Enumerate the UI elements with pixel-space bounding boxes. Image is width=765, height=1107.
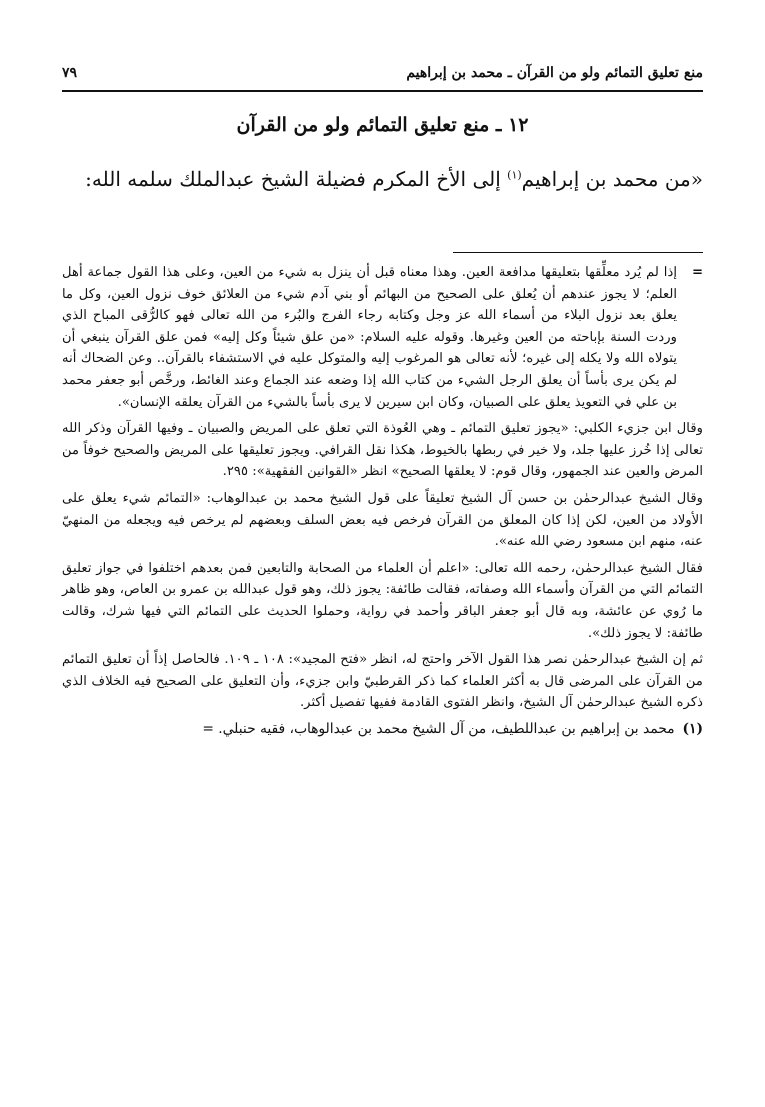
header-rule [62, 90, 703, 92]
running-title: منع تعليق التمائم ولو من القرآن ـ محمد بن إبراهيم [406, 65, 703, 81]
page-number: ٧٩ [62, 65, 78, 81]
intro-text: «من محمد بن إبراهيم [521, 167, 703, 191]
footnote-paragraph: فقال الشيخ عبدالرحمٰن، رحمه الله تعالى: «اعلم أن العلماء من الصحابة والتابعين فمن بعدهم اختلفوا في جواز تعليق التمائم التي من القرآن وأسماء الله وصفاته، فقالت طائفة: يجوز ذلك، وهو قول عبدالله بن عمرو بن العاص، وهو ظاهر ما رُوي عن عائشة، وبه قال أبو جعفر الباقر وأحمد في رواية، وحملوا الحديث على التمائم التي فيها شرك، وقالت طائفة: لا يجوز ذلك». [62, 560, 703, 641]
footnote-number: (١) [682, 720, 703, 737]
footnote-ref: (١) [507, 168, 522, 182]
intro-text-after: إلى الأخ المكرم فضيلة الشيخ عبدالملك سلمه الله: [85, 167, 508, 191]
footnotes-block [62, 262, 703, 740]
footnote-paragraph: وقال ابن جزيء الكلبي: «يجوز تعليق التمائم ـ وهي العُوذة التي تعلق على المريض والصبيان ـ وفيها القرآن وذكر الله تعالى إذا خُرز عليها جلد، ولا خير في ربطها بالخيوط، هكذا نقل القرافي. ويجوز تعليقها على المريض والصحيح خوفاً من المرض والعين عند الجمهور، وقال قوم: لا يعلقها الصحيح» انظر «القوانين الفقهية»: ٢٩٥. [62, 421, 703, 480]
footnote-text: محمد بن إبراهيم بن عبداللطيف، من آل الشيخ محمد بن عبدالوهاب، فقيه حنبلي. = [202, 720, 675, 737]
footnote-paragraph: وقال الشيخ عبدالرحمٰن بن حسن آل الشيخ تعليقاً على قول الشيخ محمد بن عبدالوهاب: «التمائم شيء يعلق على الأولاد من العين، لكن إذا كان المعلق من القرآن فرخص فيه بعض السلف وبعضهم لم يرخص فيه ويجعله من المنهيّ عنه، منهم ابن مسعود رضي الله عنه». [62, 490, 703, 550]
section-title: ١٢ ـ منع تعليق التمائم ولو من القرآن [236, 114, 529, 136]
continuation-mark: = [691, 265, 703, 280]
running-header [62, 60, 703, 86]
footnote-paragraph: إذا لم يُرد معلِّقها بتعليقها مدافعة العين. وهذا معناه قبل أن ينزل به شيء من العين، وعلى هذا القول جماعة أهل العلم؛ لا يجوز عندهم أن يُعلق على الصحيح من البهائم أو بني آدم شيء من العلائق خوف نزول العين، وكل ما يعلق بعد نزول البلاء من أسماء الله عز وجل وكتابه رجاء الفرج والبُرء من الله تعالى فهو كالرُّقى المباح الذي وردت السنة بإباحته من العين وغيرها. وقوله عليه السلام: «من علق شيئاً وكل إليه» فمن علق القرآن ينبغي أن يتولاه الله ولا يكله إلى غيره؛ لأنه تعالى هو المرغوب إليه والمتوكل عليه في الاستشفاء بالقرآن.. وعن الضحاك أنه لم يكن يرى بأساً أن يعلق الرجل الشيء من كتاب الله إذا وضعه عند الجماع وعند الغائط، ورخَّص أبو جعفر محمد بن علي في التعويذ يعلق على الصبيان، وكان ابن سيرين لا يرى بأساً بالشيء من القرآن يعلقه الإنسان». [62, 265, 677, 410]
footnote-1 [62, 719, 703, 741]
intro-paragraph [62, 160, 703, 198]
footnote-rule [453, 252, 703, 253]
footnote-continuation [62, 262, 703, 413]
footnote-paragraph: ثم إن الشيخ عبدالرحمٰن نصر هذا القول الآخر واحتج له، انظر «فتح المجيد»: ١٠٨ ـ ١٠٩. فالحاصل إذاً أن تعليق التمائم من القرآن على المرضى قال به أكثر العلماء كما ذكر القرطبيّ وابن جزيء، وأن التعليق على الصحيح فيه الخلاف الذي ذكره الشيخ عبدالرحمٰن آل الشيخ، وانظر الفتوى القادمة ففيها تفصيل أكثر. [62, 652, 704, 711]
